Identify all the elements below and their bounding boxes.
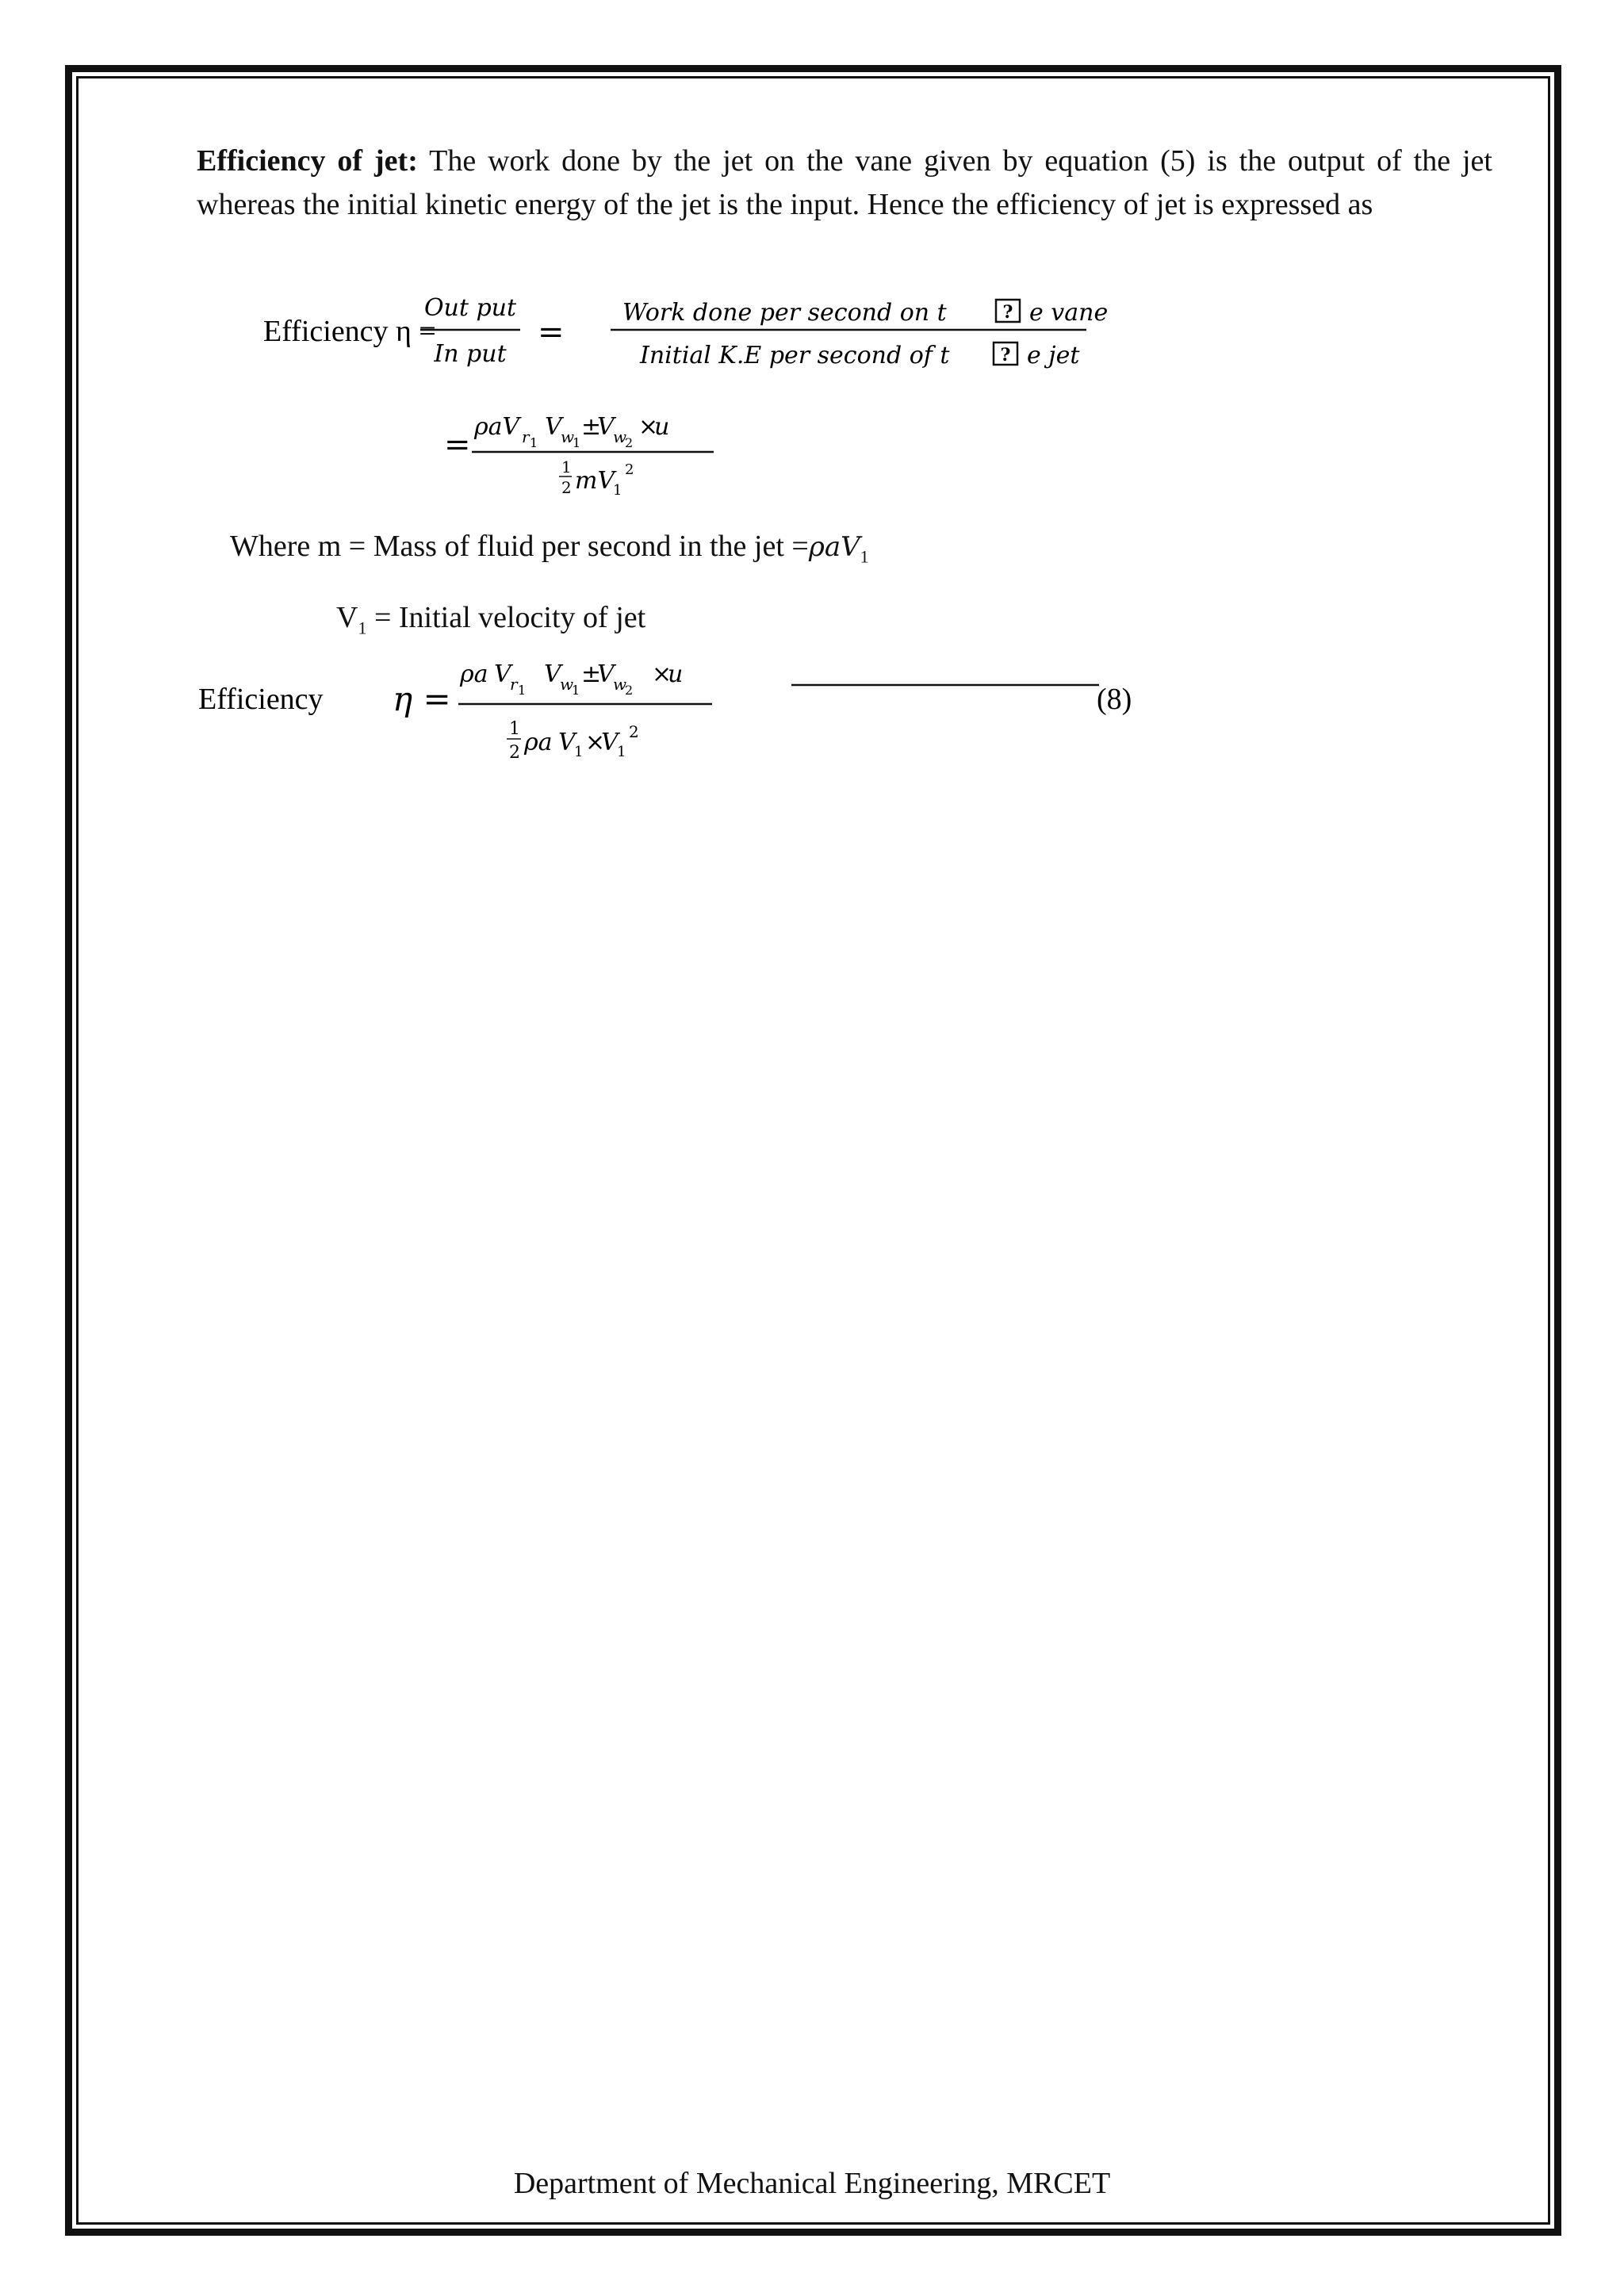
- eq1-missing-glyph-1: ?: [1002, 302, 1013, 323]
- svg-text:×: ×: [585, 729, 606, 756]
- v1-text: = Initial velocity of jet: [366, 601, 646, 634]
- svg-text:V: V: [597, 660, 615, 688]
- eq2-equals: =: [444, 427, 471, 463]
- where-expr: ρaV: [808, 531, 860, 563]
- svg-text:±: ±: [581, 413, 602, 441]
- eq1-numerator: Out put: [423, 294, 517, 322]
- svg-text:±: ±: [581, 660, 602, 688]
- svg-text:V: V: [597, 413, 615, 441]
- svg-text:r: r: [510, 675, 518, 694]
- svg-text:1: 1: [509, 719, 520, 739]
- eq3-number: (8): [1097, 683, 1132, 716]
- v1-sub: 1: [358, 618, 367, 638]
- svg-text:w: w: [613, 427, 627, 446]
- equation-efficiency-expanded: [428, 406, 761, 509]
- svg-text:ρa: ρa: [460, 660, 488, 688]
- intro-text: The work done by the jet on the vane given by equation (5) is the output of the jet whereas the initial kinetic energy of the jet is the input. Hence the efficiency of jet is expressed as: [197, 144, 1492, 221]
- eq1-denominator: In put: [434, 340, 507, 368]
- eq3-eta: η =: [393, 679, 451, 718]
- intro-heading: Efficiency of jet:: [197, 144, 418, 178]
- svg-text:1: 1: [617, 744, 626, 760]
- intro-paragraph: [197, 140, 1492, 227]
- eq1-rhs-denominator-tail: e jet: [1027, 342, 1080, 369]
- svg-text:1: 1: [573, 435, 581, 450]
- svg-text:u: u: [654, 413, 670, 441]
- eq2-denominator: [559, 457, 634, 499]
- eq3-numerator: [459, 660, 683, 698]
- svg-text:mV: mV: [575, 467, 615, 495]
- eq3-denominator: [507, 719, 639, 763]
- svg-text:w: w: [561, 427, 575, 446]
- svg-text:V: V: [545, 413, 562, 441]
- svg-text:1: 1: [518, 683, 527, 698]
- svg-text:ρaV: ρaV: [474, 413, 520, 441]
- svg-text:1: 1: [561, 457, 572, 476]
- where-line: [230, 526, 869, 577]
- v1-line: [336, 598, 645, 649]
- svg-text:2: 2: [625, 683, 634, 698]
- svg-text:V: V: [544, 660, 561, 688]
- equation-efficiency-final: [197, 655, 1545, 798]
- svg-text:2: 2: [625, 435, 634, 450]
- svg-text:w: w: [560, 675, 574, 694]
- eq1-equals: =: [538, 314, 565, 350]
- eq1-rhs-numerator: Work done per second on t: [622, 299, 947, 327]
- svg-text:V: V: [494, 660, 511, 688]
- svg-text:V: V: [558, 729, 576, 756]
- v1-symbol: V: [336, 601, 358, 634]
- where-expr-sub: 1: [860, 546, 869, 567]
- svg-text:2: 2: [625, 461, 634, 478]
- svg-text:1: 1: [574, 744, 584, 760]
- svg-text:1: 1: [530, 435, 538, 450]
- equation-efficiency-definition: [262, 285, 1530, 404]
- svg-text:×: ×: [652, 660, 672, 688]
- eq1-lead: Efficiency η =: [263, 315, 436, 348]
- svg-text:2: 2: [561, 478, 572, 497]
- page-footer: Department of Mechanical Engineering, MRCET: [513, 2167, 1111, 2200]
- svg-text:ρa: ρa: [524, 729, 553, 756]
- svg-text:1: 1: [572, 683, 580, 698]
- eq2-numerator: [473, 413, 669, 450]
- svg-text:2: 2: [509, 743, 520, 763]
- eq3-label: Efficiency: [198, 683, 324, 716]
- svg-text:1: 1: [613, 482, 622, 499]
- svg-text:×: ×: [638, 413, 659, 441]
- svg-text:u: u: [668, 660, 684, 688]
- where-text: Where m = Mass of fluid per second in the jet =: [230, 530, 809, 563]
- svg-text:V: V: [601, 729, 619, 756]
- svg-text:w: w: [613, 675, 627, 694]
- eq1-rhs-denominator: Initial K.E per second of t: [640, 342, 950, 369]
- svg-text:2: 2: [629, 722, 639, 741]
- svg-text:r: r: [522, 427, 530, 446]
- eq1-rhs-numerator-tail: e vane: [1029, 299, 1109, 327]
- eq1-missing-glyph-2: ?: [1000, 345, 1011, 365]
